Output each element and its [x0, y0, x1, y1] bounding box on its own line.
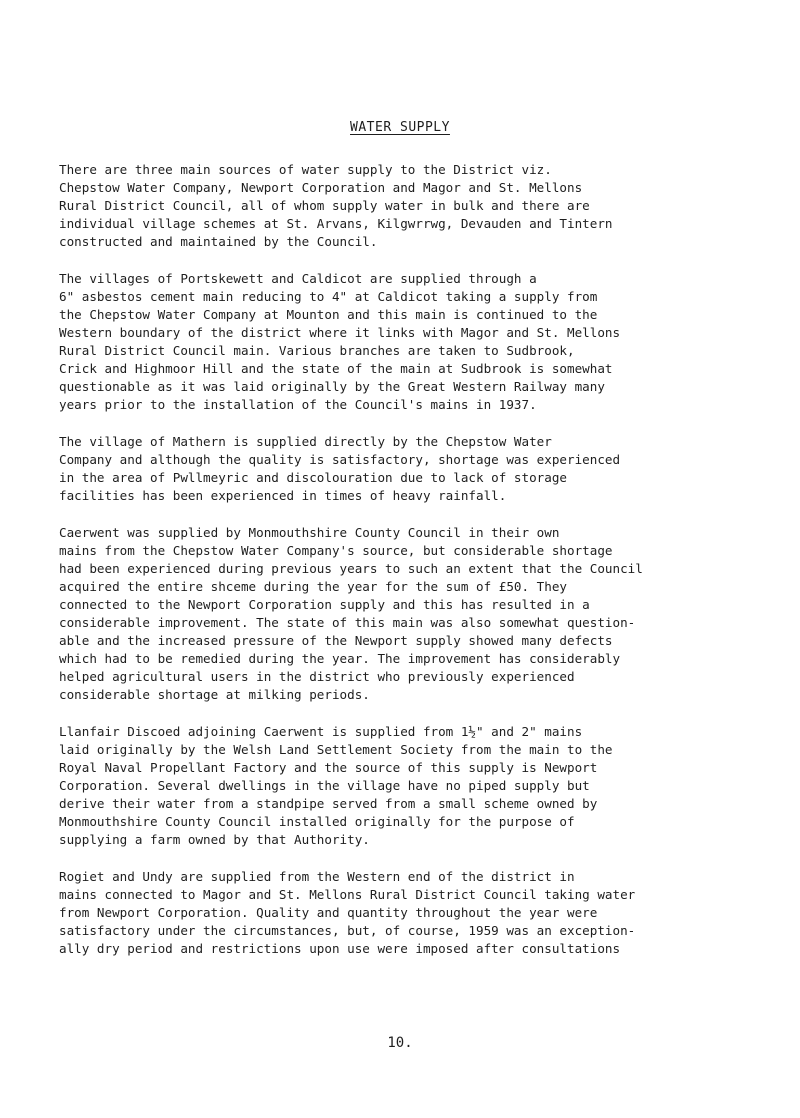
- paragraph-caerwent: Caerwent was supplied by Monmouthshire County Council in their own mains from the Chepstow Water Company's source, but considerable shortage had been experienced during previous years to such an extent that the Council acquired the entire shceme during the year for the sum of £50. They connected to the Newport Corporation supply and this has resulted in a considerable improvement. The state of this main was also somewhat question- able and the increased pressure of the Newport supply showed many defects which had to be remedied during the year. The improvement has considerably helped agricultural users in the district who previously experienced considerable shortage at milking periods.: [59, 525, 643, 702]
- paragraph-rogiet-undy: Rogiet and Undy are supplied from the Western end of the district in mains connected to Magor and St. Mellons Rural District Council taking water from Newport Corporation. Quality and quantity throughout the year were satisfactory under the circumstances, but, of course, 1959 was an exception- ally dry period and restrictions upon use were imposed after consultations: [59, 869, 636, 956]
- page-title: WATER SUPPLY: [350, 120, 450, 135]
- paragraph-llanfair-discoed: Llanfair Discoed adjoining Caerwent is supplied from 1½" and 2" mains laid originally by the Welsh Land Settlement Society from the main to the Royal Naval Propellant Factory and the source of this supply is Newport Corporation. Several dwellings in the village have no piped supply but derive their water from a standpipe served from a small scheme owned by Monmouthshire County Council installed originally for the purpose of supplying a farm owned by that Authority.: [59, 724, 613, 847]
- paragraph-sources: There are three main sources of water supply to the District viz. Chepstow Water Company, Newport Corporation and Magor and St. Mellons Rural District Council, all of whom supply water in bulk and there are individual village schemes at St. Arvans, Kilgwrrwg, Devauden and Tintern constructed and maintained by the Council.: [59, 162, 613, 249]
- paragraph-portskewett-caldicot: The villages of Portskewett and Caldicot are supplied through a 6" asbestos cement main reducing to 4" at Caldicot taking a supply from the Chepstow Water Company at Mounton and this main is continued to the Western boundary of the district where it links with Magor and St. Mellons Rural District Council main. Various branches are taken to Sudbrook, Crick and Highmoor Hill and the state of the main at Sudbrook is somewhat questionable as it was laid originally by the Great Western Railway many years prior to the installation of the Council's mains in 1937.: [59, 271, 621, 412]
- body-text: [59, 161, 794, 977]
- page-number: 10.: [387, 1035, 413, 1051]
- paragraph-mathern: The village of Mathern is supplied directly by the Chepstow Water Company and although the quality is satisfactory, shortage was experienced in the area of Pwllmeyric and discolouration due to lack of storage facilities has been experienced in times of heavy rainfall.: [59, 434, 621, 503]
